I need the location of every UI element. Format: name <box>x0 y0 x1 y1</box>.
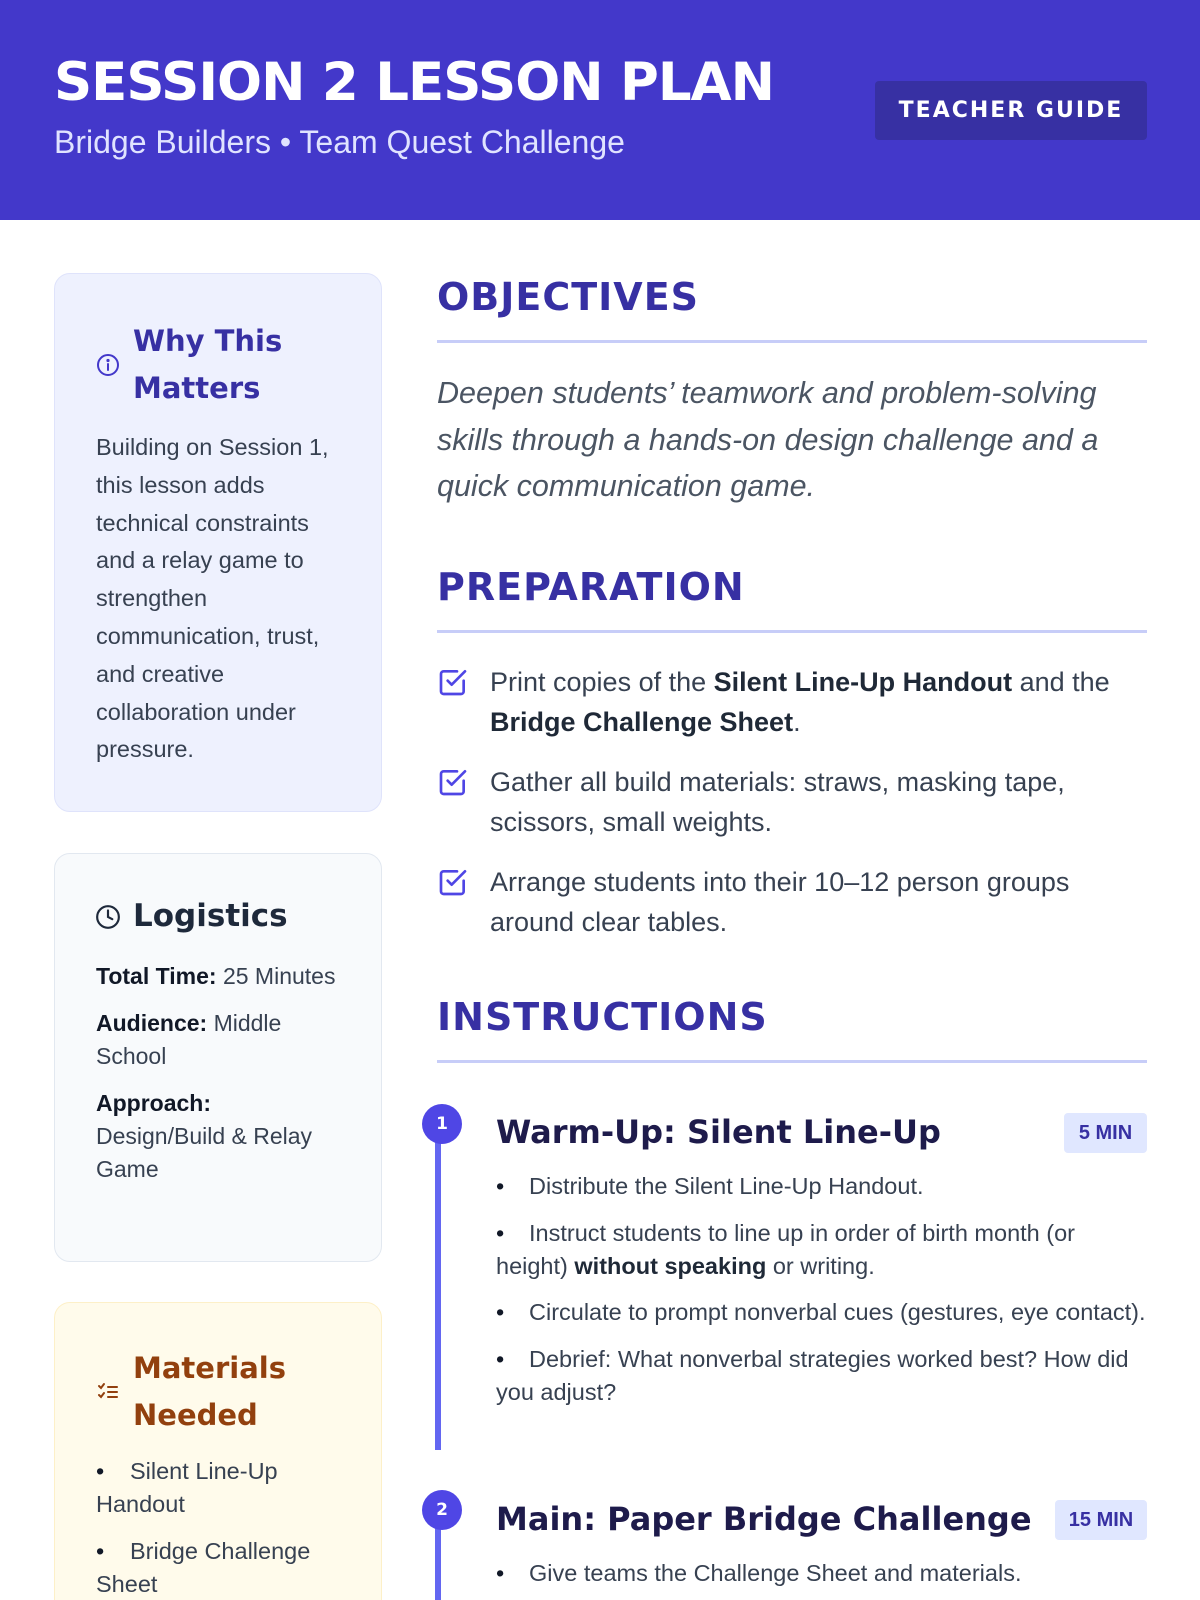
prep-item-arrange <box>437 862 1147 942</box>
page-subtitle: Bridge Builders • Team Quest Challenge <box>54 124 625 160</box>
prep-item-text: Gather all build materials: straws, masking tape, scissors, small weights. <box>490 767 1065 837</box>
checklist-icon <box>95 1379 121 1405</box>
preparation-divider <box>437 630 1147 633</box>
list-item: • Bridge Challenge Sheet <box>96 1535 346 1600</box>
objectives-text: Deepen students’ teamwork and problem-solving skills through a hands-on design challenge and a quick communication game. <box>437 376 1099 503</box>
checkbox-icon <box>437 666 469 698</box>
prep-item-gather <box>437 762 1147 842</box>
materials-list <box>96 1455 346 1600</box>
step-number-badge: 2 <box>422 1490 462 1530</box>
logistics-approach: Approach: Design/Build & Relay Game <box>96 1090 313 1182</box>
logistics-list <box>96 960 346 1200</box>
list-item: • Debrief: What nonverbal strategies worked best? How did you adjust? <box>496 1343 1147 1409</box>
logistics-card <box>54 853 382 1262</box>
materials-card-title: Materials Needed <box>133 1351 286 1432</box>
logistics-total-time: Total Time: 25 Minutes <box>96 963 336 989</box>
clock-icon <box>95 904 121 930</box>
step-bullet-list <box>496 1557 1147 1600</box>
checkbox-icon <box>437 866 469 898</box>
list-item: • Distribute the Silent Line-Up Handout. <box>496 1170 1147 1203</box>
prep-item-text: Print copies of the Silent Line-Up Handout and the Bridge Challenge Sheet. <box>490 667 1110 737</box>
list-item: • Silent Line-Up Handout <box>96 1455 346 1521</box>
instructions-heading: INSTRUCTIONS <box>437 995 768 1039</box>
materials-card-header <box>95 1345 303 1439</box>
list-item: • Circulate to prompt nonverbal cues (gestures, eye contact). <box>496 1296 1147 1329</box>
step-number-badge: 1 <box>422 1104 462 1144</box>
list-item: • Give teams the Challenge Sheet and materials. <box>496 1557 1147 1590</box>
step-title: Warm-Up: Silent Line-Up <box>496 1113 941 1151</box>
step-title: Main: Paper Bridge Challenge <box>496 1500 1032 1538</box>
page-title: SESSION 2 LESSON PLAN <box>54 52 775 113</box>
step-timeline-line <box>435 1123 441 1450</box>
prep-item-text: Arrange students into their 10–12 person groups around clear tables. <box>490 867 1070 937</box>
why-card-body: Building on Session 1, this lesson adds technical constraints and a relay game to strengthen communication, trust, and creative collaboration under pressure. <box>96 434 329 763</box>
step-duration-badge: 15 MIN <box>1055 1500 1147 1540</box>
why-this-matters-card <box>54 273 382 812</box>
logistics-card-header <box>95 893 288 940</box>
why-card-title: Why This Matters <box>133 324 283 405</box>
prep-item-print <box>437 662 1147 742</box>
checkbox-icon <box>437 766 469 798</box>
header-banner <box>0 0 1200 220</box>
step-bullet-list <box>496 1170 1147 1422</box>
objectives-heading: OBJECTIVES <box>437 275 700 319</box>
step-duration-badge: 5 MIN <box>1064 1113 1147 1153</box>
teacher-guide-badge: TEACHER GUIDE <box>875 81 1147 140</box>
why-card-header <box>95 318 303 412</box>
logistics-card-title: Logistics <box>133 898 288 934</box>
logistics-audience: Audience: Middle School <box>96 1010 282 1069</box>
materials-card <box>54 1302 382 1600</box>
instructions-divider <box>437 1060 1147 1063</box>
info-icon <box>95 352 121 378</box>
preparation-heading: PREPARATION <box>437 565 745 609</box>
list-item: • Instruct students to line up in order of birth month (or height) without speaking or writing. <box>496 1217 1147 1283</box>
objectives-divider <box>437 340 1147 343</box>
